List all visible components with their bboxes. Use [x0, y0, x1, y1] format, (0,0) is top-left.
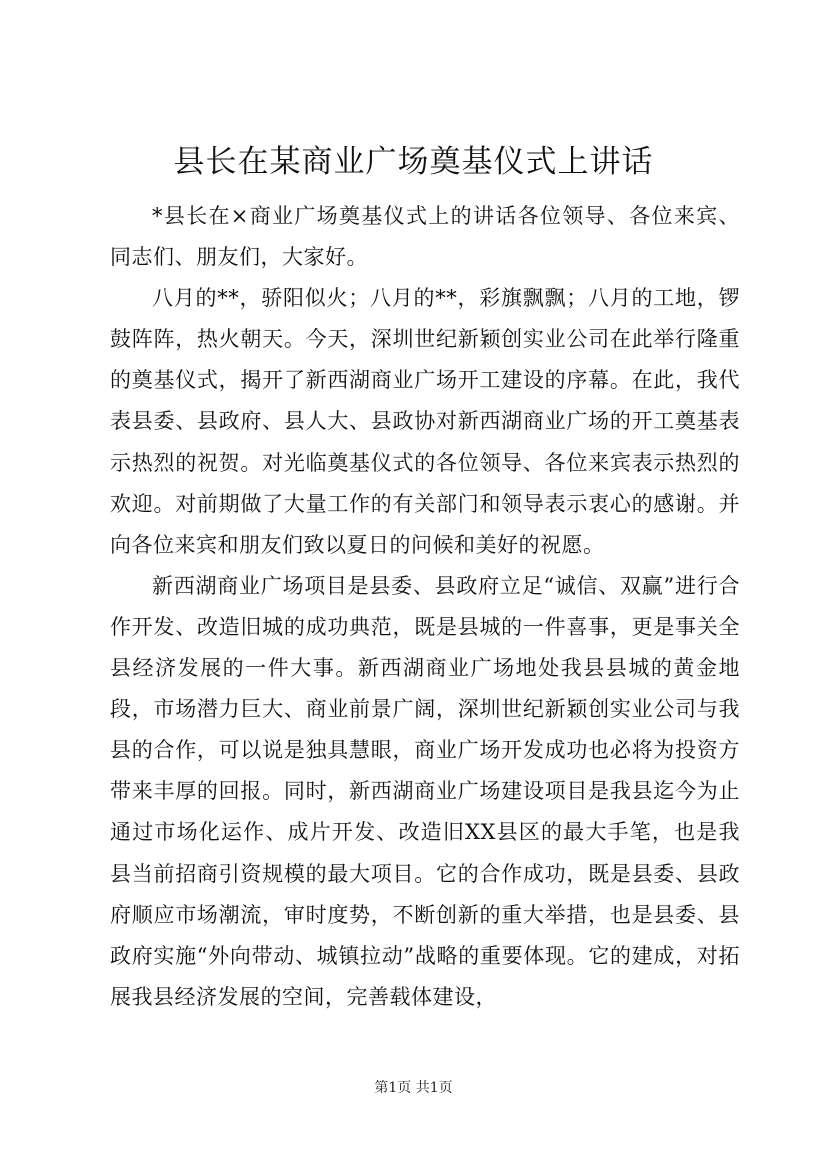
page-number-footer: 第1页 共1页: [374, 1080, 453, 1096]
document-body: [110, 196, 740, 1018]
paragraph-greeting: *县长在×商业广场奠基仪式上的讲话各位领导、各位来宾、同志们、朋友们，大家好。: [110, 204, 740, 270]
document-title: 县长在某商业广场奠基仪式上讲话: [173, 144, 654, 180]
paragraph-opening: 八月的**，骄阳似火；八月的**，彩旗飘飘；八月的工地，锣鼓阵阵，热火朝天。今天，深圳世纪新颖创实业公司在此举行隆重的奠基仪式，揭开了新西湖商业广场开工建设的序幕。在此，我代表县委、县政府、县人大、县政协对新西湖商业广场的开工奠基表示热烈的祝贺。对光临奠基仪式的各位领导、各位来宾表示热烈的欢迎。对前期做了大量工作的有关部门和领导表示衷心的感谢。并向各位来宾和朋友们致以夏日的问候和美好的祝愿。: [110, 286, 740, 557]
paragraph-project: 新西湖商业广场项目是县委、县政府立足“诚信、双赢”进行合作开发、改造旧城的成功典范，既是县城的一件喜事，更是事关全县经济发展的一件大事。新西湖商业广场地处我县县城的黄金地段，市场潜力巨大、商业前景广阔，深圳世纪新颖创实业公司与我县的合作，可以说是独具慧眼，商业广场开发成功也必将为投资方带来丰厚的回报。同时，新西湖商业广场建设项目是我县迄今为止通过市场化运作、成片开发、改造旧XX县区的最大手笔，也是我县当前招商引资规模的最大项目。它的合作成功，既是县委、县政府顺应市场潮流，审时度势，不断创新的重大举措，也是县委、县政府实施“外向带动、城镇拉动”战略的重要体现。它的建成，对拓展我县经济发展的空间，完善载体建设，: [110, 573, 740, 1009]
